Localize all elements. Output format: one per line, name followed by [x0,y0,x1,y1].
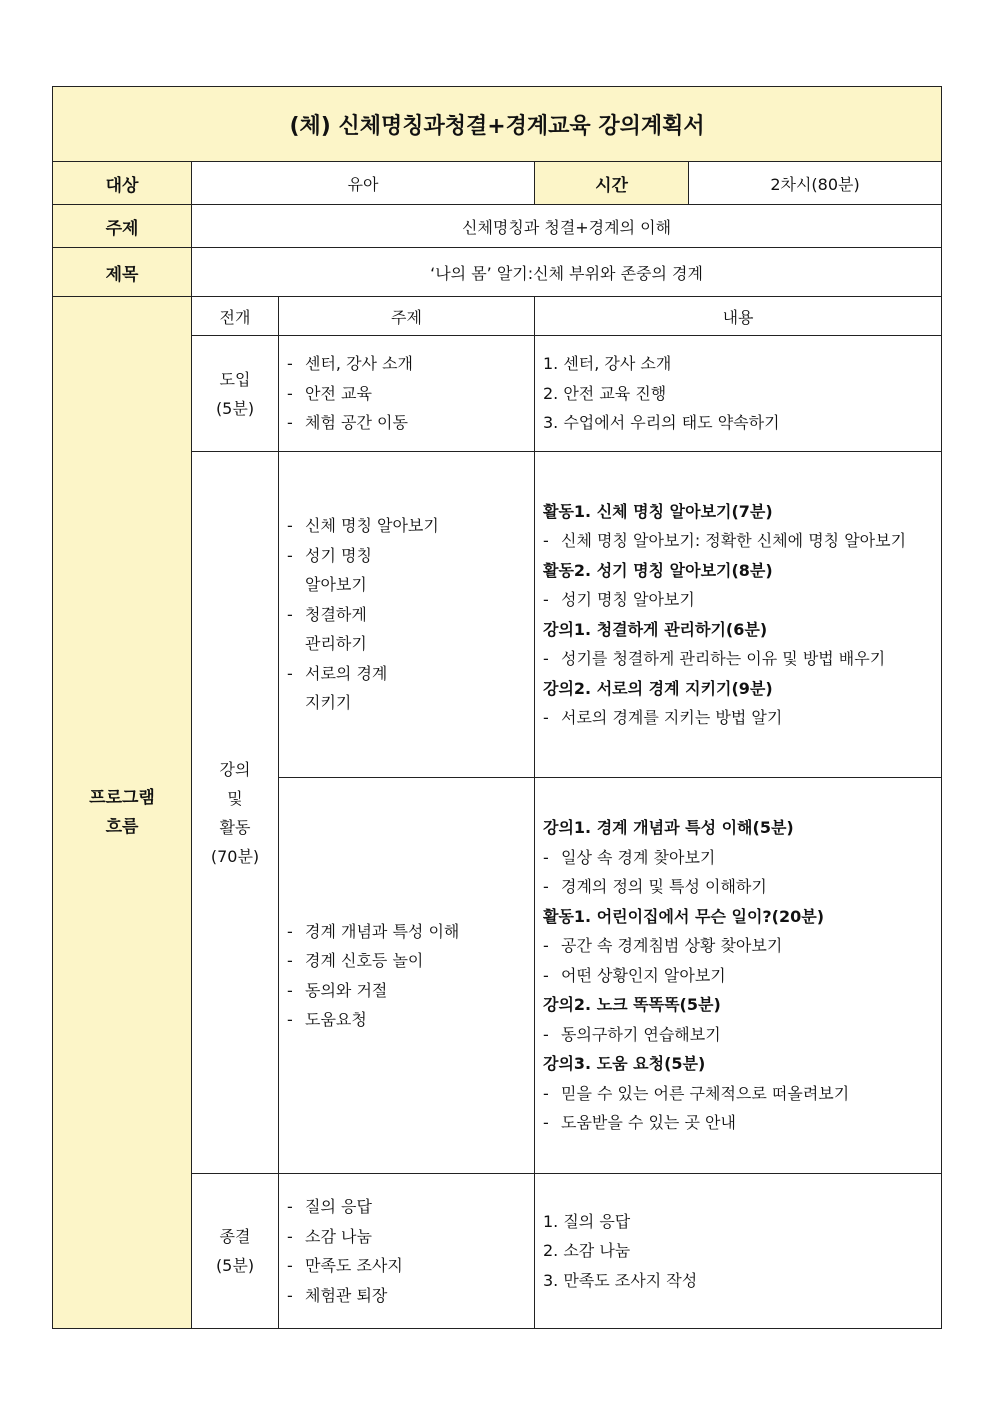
list-item: - 서로의 경계 지키기 [287,663,388,713]
list-item: 2. 안전 교육 진행 [543,383,667,403]
list-item: - 일상 속 경계 찾아보기 [543,847,716,867]
column-content: 내용 [535,297,942,336]
list-item: - 어떤 상황인지 알아보기 [543,965,726,985]
list-item: - 동의구하기 연습해보기 [543,1024,721,1044]
program-flow-label [53,297,192,1329]
main-topics-part2 [279,778,535,1174]
list-item: - 경계의 정의 및 특성 이해하기 [543,877,767,897]
topic-label: 주제 [53,205,192,248]
list-item: - 소감 나눔 [287,1226,372,1246]
list-item: 3. 수업에서 우리의 태도 약속하기 [543,413,780,433]
list-item: - 동의와 거절 [287,980,388,1000]
list-item: - 서로의 경계를 지키는 방법 알기 [543,708,783,727]
document-title: (체) 신체명칭과청결+경계교육 강의계획서 [53,87,942,162]
list-item: 3. 만족도 조사지 작성 [543,1270,698,1290]
list-item: - 질의 응답 [287,1197,372,1216]
closing-stage [192,1174,279,1329]
list-item: 1. 질의 응답 [543,1211,631,1231]
list-item: - 만족도 조사지 [287,1256,403,1275]
column-stage: 전개 [192,297,279,336]
stage-name: 및 [227,788,243,808]
time-value: 2차시(80분) [689,162,942,205]
stage-name: 종결 [219,1227,251,1246]
main-content-part2 [535,778,942,1174]
stage-name: 강의 [219,759,251,779]
lecture-heading: 강의2. 노크 똑똑똑(5분) [543,995,721,1015]
stage-duration: (5분) [215,1256,255,1275]
list-item: - 안전 교육 [287,383,372,403]
stage-duration: (70분) [210,846,260,866]
flow-label-line: 흐름 [105,816,139,837]
list-item: 1. 센터, 강사 소개 [543,354,672,374]
main-content-part1 [535,452,942,778]
lecture-heading: 강의1. 청결하게 관리하기(6분) [543,619,768,639]
list-item: - 도움요청 [287,1010,367,1029]
list-item: - 센터, 강사 소개 [287,354,413,374]
closing-content [535,1174,942,1329]
list-item: 2. 소감 나눔 [543,1241,631,1261]
list-item: - 성기 명칭 알아보기 [287,545,372,595]
activity-heading: 활동2. 성기 명칭 알아보기(8분) [543,560,773,580]
stage-name: 도입 [219,369,251,389]
list-item: - 공간 속 경계침범 상황 찾아보기 [543,936,783,956]
list-item: - 도움받을 수 있는 곳 안내 [543,1113,736,1133]
main-stage [192,452,279,1174]
flow-label-line: 프로그램 [89,787,155,808]
intro-content [535,336,942,452]
topic-value: 신체명칭과 청결+경계의 이해 [192,205,942,248]
time-label: 시간 [535,162,689,205]
list-item: - 청결하게 관리하기 [287,604,367,654]
list-item: - 믿을 수 있는 어른 구체적으로 떠올려보기 [543,1083,850,1103]
target-label: 대상 [53,162,192,205]
intro-stage [192,336,279,452]
list-item: - 경계 신호등 놀이 [287,951,424,970]
list-item: - 신체 명칭 알아보기: 정확한 신체에 명칭 알아보기 [543,531,907,550]
list-item: - 신체 명칭 알아보기 [287,516,439,536]
column-topic: 주제 [279,297,535,336]
subject-value: ‘나의 몸’ 알기:신체 부위와 존중의 경계 [192,248,942,297]
activity-heading: 활동1. 신체 명칭 알아보기(7분) [543,501,773,521]
list-item: - 경계 개념과 특성 이해 [287,921,460,941]
activity-heading: 활동1. 어린이집에서 무슨 일이?(20분) [543,906,825,926]
lecture-heading: 강의1. 경계 개념과 특성 이해(5분) [543,818,794,838]
target-value: 유아 [192,162,535,205]
stage-duration: (5분) [215,398,255,418]
lecture-heading: 강의2. 서로의 경계 지키기(9분) [543,678,773,698]
subject-label: 제목 [53,248,192,297]
stage-name: 활동 [219,817,251,837]
lecture-heading: 강의3. 도움 요청(5분) [543,1054,706,1074]
list-item: - 체험 공간 이동 [287,413,408,433]
lecture-plan-table [52,86,942,1329]
closing-topics [279,1174,535,1329]
main-topics-part1 [279,452,535,778]
list-item: - 성기 명칭 알아보기 [543,590,695,609]
list-item: - 체험관 퇴장 [287,1285,388,1305]
intro-topics [279,336,535,452]
list-item: - 성기를 청결하게 관리하는 이유 및 방법 배우기 [543,649,886,668]
